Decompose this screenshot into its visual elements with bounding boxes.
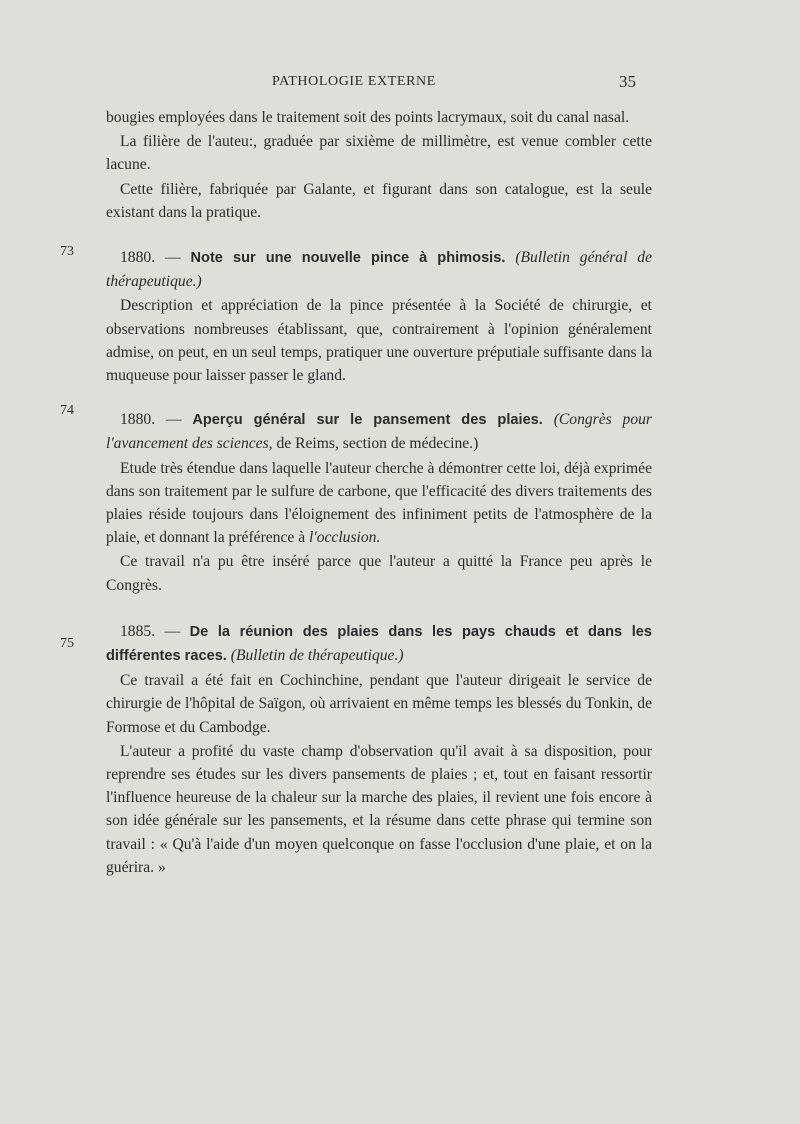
entry-source-tail: de Reims, section de médecine.) — [276, 435, 479, 453]
paragraph: Ce travail n'a pu être inséré parce que l'auteur a quitté la France peu après le Congrès. — [106, 553, 652, 594]
entry-year: 1880. — — [120, 249, 181, 267]
entry-heading — [106, 408, 652, 455]
entry-year: 1880. — — [120, 411, 182, 429]
entry-year: 1885. — — [120, 622, 181, 640]
entry-title: De la réunion des plaies dans les pays chauds et dans les différentes races. — [106, 623, 652, 665]
entry-number-73: 73 — [60, 244, 74, 259]
entry-heading — [106, 246, 652, 293]
entry-number-74: 74 — [60, 403, 74, 418]
entry-source: (Bulletin de thérapeutique.) — [230, 647, 404, 665]
bibliography-entry-73 — [106, 246, 652, 387]
running-title: PATHOLOGIE EXTERNE — [272, 74, 436, 89]
emphasis-word: l'occlusion. — [309, 529, 381, 547]
paragraph — [106, 457, 652, 550]
entry-number-75: 75 — [60, 636, 74, 651]
paragraph: L'auteur a profité du vaste champ d'observation qu'il avait à sa disposition, pour reprendre ses études sur les divers pansements de plaies ; et, tout en faisant ressortir l'influence heureuse de la chaleur sur la marche des plaies, il revient une fois encore à son idée générale sur les pansements, et la résume dans cette phrase qui termine son travail : « Qu'à l'aide d'un moyen quelconque on fasse l'occlusion d'une plaie, et on la guérira. » — [106, 742, 652, 876]
body-text — [106, 106, 652, 879]
entry-source: (Bulletin général de thérapeutique.) — [106, 249, 653, 291]
paragraph-text: Etude très étendue dans laquelle l'auteur cherche à démontrer cette loi, déjà exprimée dans son traitement par le sulfure de carbone, que l'efficacité des divers traitements des plaies réside toujours dans l'éloignement des infiniment petits de l'atmosphère de la plaie, et donnant la préférence à — [106, 459, 652, 547]
entry-source: (Congrès pour l'avancement des sciences, — [106, 411, 653, 453]
paragraph: Ce travail a été fait en Cochinchine, pendant que l'auteur dirigeait le service de chirurgie de l'hôpital de Saïgon, où arrivaient en même temps les blessés du Tonkin, de Formose et du Cambodge. — [106, 672, 652, 736]
page-header — [0, 72, 800, 94]
page-number: 35 — [619, 72, 636, 91]
paragraph: Description et appréciation de la pince présentée à la Société de chirurgie, et observations nombreuses établissant, que, contrairement à l'opinion généralement admise, on peut, en un seul temps, pratiquer une ouverture préputiale suffisante dans la muqueuse pour laisser passer le gland. — [106, 297, 652, 385]
bibliography-entry-75 — [106, 620, 652, 879]
entry-title: Note sur une nouvelle pince à phimosis. — [190, 250, 506, 267]
entry-title: Aperçu général sur le pansement des plaies. — [192, 412, 543, 429]
paragraph: Cette filière, fabriquée par Galante, et figurant dans son catalogue, est la seule existant dans la pratique. — [106, 180, 652, 221]
paragraph: bougies employées dans le traitement soit des points lacrymaux, soit du canal nasal. — [106, 109, 630, 126]
entry-heading — [106, 620, 652, 668]
bibliography-entry-74 — [106, 408, 652, 597]
paragraph: La filière de l'auteu:, graduée par sixième de millimètre, est venue combler cette lacune. — [106, 133, 652, 174]
